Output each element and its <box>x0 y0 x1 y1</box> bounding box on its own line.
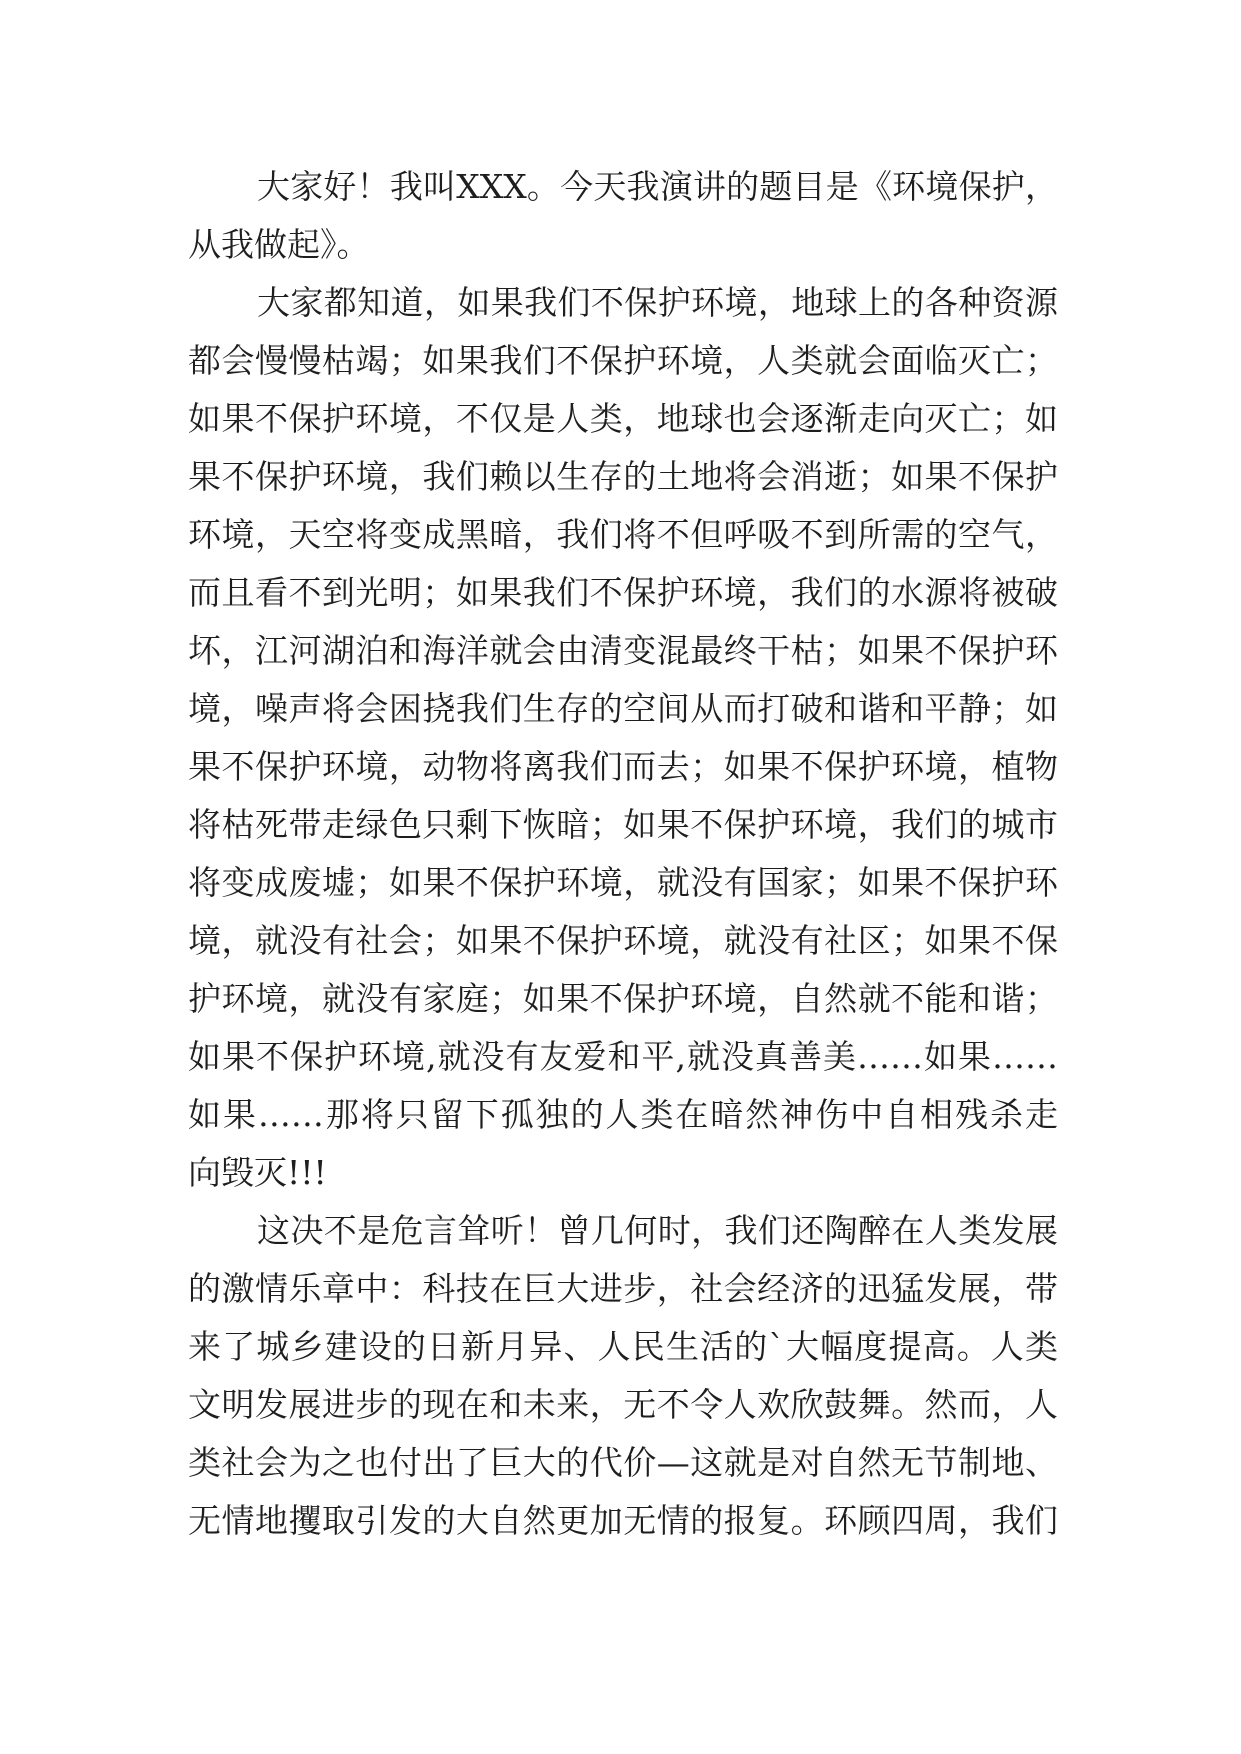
text-line: 境，噪声将会困挠我们生存的空间从而打破和谐和平静；如 <box>188 689 1058 728</box>
text-line: 文明发展进步的现在和未来，无不令人欢欣鼓舞。然而，人 <box>188 1385 1058 1424</box>
paragraph <box>188 1202 1058 1550</box>
text-line: 类社会为之也付出了巨大的代价—这就是对自然无节制地、 <box>188 1443 1058 1482</box>
paragraph <box>188 158 1058 274</box>
text-line: 大家好！我叫XXX。今天我演讲的题目是《环境保护， <box>257 167 1058 206</box>
text-line: 从我做起》。 <box>188 225 370 264</box>
text-line: 境，就没有社会；如果不保护环境，就没有社区；如果不保 <box>188 921 1058 960</box>
text-line: 果不保护环境，动物将离我们而去；如果不保护环境，植物 <box>188 747 1058 786</box>
text-line: 无情地攫取引发的大自然更加无情的报复。环顾四周，我们 <box>188 1501 1058 1540</box>
text-line: 这决不是危言耸听！曾几何时，我们还陶醉在人类发展 <box>257 1211 1058 1250</box>
speech-text <box>188 158 1058 1550</box>
text-line: 坏，江河湖泊和海洋就会由清变混最终干枯；如果不保护环 <box>188 631 1058 670</box>
text-line: 大家都知道，如果我们不保护环境，地球上的各种资源 <box>257 283 1058 322</box>
text-line: 将枯死带走绿色只剩下恢暗；如果不保护环境，我们的城市 <box>188 805 1058 844</box>
text-line: 的激情乐章中：科技在巨大进步，社会经济的迅猛发展，带 <box>188 1269 1058 1308</box>
text-line: 如果不保护环境，不仅是人类，地球也会逐渐走向灭亡；如 <box>188 399 1058 438</box>
text-line: 环境，天空将变成黑暗，我们将不但呼吸不到所需的空气， <box>188 515 1058 554</box>
text-line: 都会慢慢枯竭；如果我们不保护环境，人类就会面临灭亡； <box>188 341 1058 380</box>
text-line: 来了城乡建设的日新月异、人民生活的`大幅度提高。人类 <box>188 1327 1058 1366</box>
text-line: 如果不保护环境,就没有友爱和平,就没真善美……如果…… <box>188 1037 1058 1076</box>
text-line: 如果……那将只留下孤独的人类在暗然神伤中自相残杀走 <box>188 1095 1058 1134</box>
text-line: 果不保护环境，我们赖以生存的土地将会消逝；如果不保护 <box>188 457 1058 496</box>
text-line: 向毁灭!!! <box>188 1153 327 1192</box>
text-line: 护环境，就没有家庭；如果不保护环境，自然就不能和谐； <box>188 979 1058 1018</box>
text-line: 而且看不到光明；如果我们不保护环境，我们的水源将被破 <box>188 573 1058 612</box>
text-line: 将变成废墟；如果不保护环境，就没有国家；如果不保护环 <box>188 863 1058 902</box>
paragraph <box>188 274 1058 1202</box>
